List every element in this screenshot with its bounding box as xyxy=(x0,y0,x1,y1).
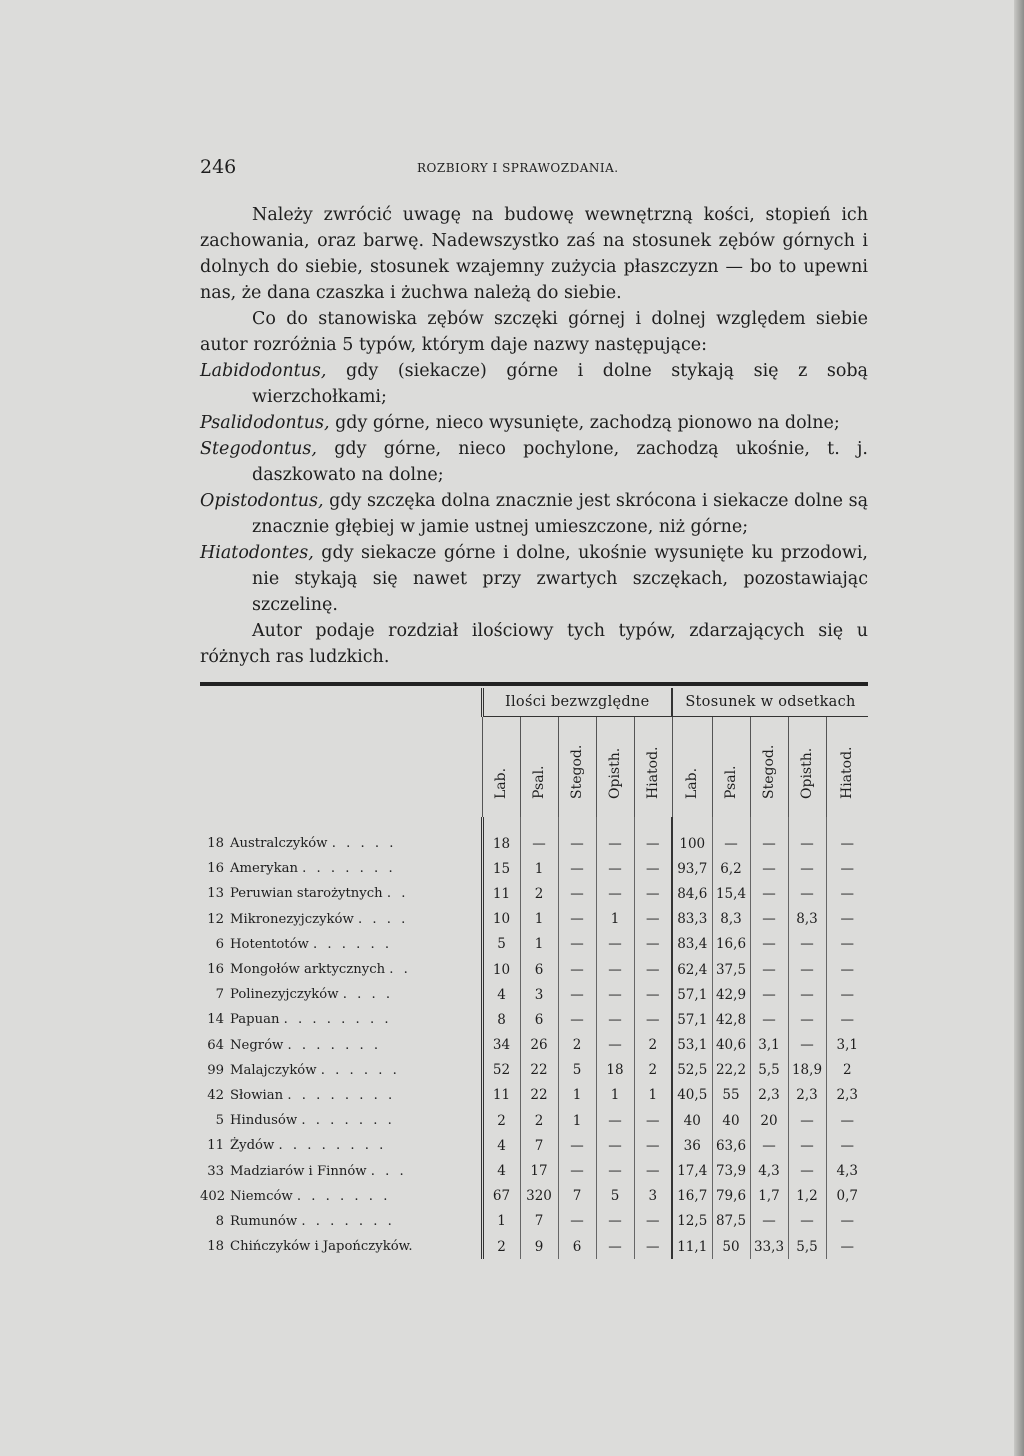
table-cell: 67 xyxy=(482,1184,520,1209)
population-name: Amerykan xyxy=(230,861,298,877)
table-cell: 1 xyxy=(596,907,634,932)
running-title: ROZBIORY I SPRAWOZDANIA. xyxy=(417,161,619,175)
table-cell: 63,6 xyxy=(712,1133,750,1158)
table-cell: — xyxy=(558,932,596,957)
leader-dots: . . xyxy=(389,962,411,978)
table-cell: 3 xyxy=(520,982,558,1007)
sample-count: 11 xyxy=(207,1138,224,1154)
row-label xyxy=(200,1083,482,1108)
type-description: gdy górne, nieco wysunięte, zachodzą pionowo na dolne; xyxy=(329,413,840,433)
type-item-stegodontus xyxy=(200,436,868,488)
table-cell: — xyxy=(596,1007,634,1032)
table-cell: — xyxy=(634,881,672,906)
col-header-abs-lab: Lab. xyxy=(482,717,520,818)
row-label xyxy=(200,1133,482,1158)
table-cell: 8 xyxy=(482,1007,520,1032)
col-header-pct-psal: Psal. xyxy=(712,717,750,818)
table-cell: 87,5 xyxy=(712,1209,750,1234)
table-cell: — xyxy=(596,881,634,906)
table-cell: — xyxy=(596,1133,634,1158)
table-cell: 52 xyxy=(482,1058,520,1083)
table-cell: — xyxy=(750,957,788,982)
table-cell: — xyxy=(788,881,826,906)
row-label xyxy=(200,982,482,1007)
table-cell: 57,1 xyxy=(672,1007,712,1032)
table-cell: — xyxy=(788,1033,826,1058)
row-label xyxy=(200,1234,482,1259)
col-header-abs-opisth: Opisth. xyxy=(596,717,634,818)
table-cell: — xyxy=(634,1133,672,1158)
table-cell: — xyxy=(634,856,672,881)
table-cell: 93,7 xyxy=(672,856,712,881)
table-cell: — xyxy=(750,1007,788,1032)
leader-dots: . . . . . . . xyxy=(287,1037,382,1053)
table-cell: 18 xyxy=(482,831,520,856)
table-cell: — xyxy=(558,1209,596,1234)
group-header-absolute: Ilości bezwzględne xyxy=(482,688,672,717)
table-cell: — xyxy=(826,957,868,982)
table-row xyxy=(200,831,868,856)
table-cell: 18,9 xyxy=(788,1058,826,1083)
table-cell: 4 xyxy=(482,1133,520,1158)
table-cell: — xyxy=(558,1158,596,1183)
population-name: Polinezyjczyków xyxy=(230,987,339,1003)
table-cell: 36 xyxy=(672,1133,712,1158)
table-cell: — xyxy=(634,1007,672,1032)
table-cell: 8,3 xyxy=(712,907,750,932)
table-cell: 33,3 xyxy=(750,1234,788,1259)
table-row xyxy=(200,1209,868,1234)
table-cell: — xyxy=(788,1108,826,1133)
sample-count: 402 xyxy=(200,1188,226,1204)
table-cell: — xyxy=(596,1234,634,1259)
leader-dots: . . . . . xyxy=(331,836,397,852)
leader-dots: . . . . xyxy=(357,911,409,927)
table-cell: 11,1 xyxy=(672,1234,712,1259)
table-cell: 16,6 xyxy=(712,932,750,957)
table-cell: — xyxy=(596,1033,634,1058)
group-header-percent: Stosunek w odsetkach xyxy=(672,688,868,717)
table-cell: — xyxy=(826,856,868,881)
type-item-labidodontus xyxy=(200,358,868,410)
table-cell: — xyxy=(750,982,788,1007)
table-cell: 1 xyxy=(482,1209,520,1234)
sample-count: 16 xyxy=(207,962,224,978)
population-name: Peruwian starożytnych xyxy=(230,886,383,902)
table-cell: 2,3 xyxy=(826,1083,868,1108)
table-cell: — xyxy=(826,1108,868,1133)
table-corner xyxy=(200,688,482,717)
table-row xyxy=(200,881,868,906)
table-cell: — xyxy=(634,932,672,957)
type-term: Opistodontus, xyxy=(200,491,324,511)
leader-dots: . . . . . . xyxy=(320,1062,400,1078)
col-header-pct-opisth: Opisth. xyxy=(788,717,826,818)
table-cell: 11 xyxy=(482,881,520,906)
table-cell: — xyxy=(596,932,634,957)
row-label xyxy=(200,932,482,957)
table-cell: 57,1 xyxy=(672,982,712,1007)
sample-count: 64 xyxy=(207,1037,224,1053)
leader-dots: . . . . . . . xyxy=(302,861,396,877)
table-cell: 50 xyxy=(712,1234,750,1259)
table-cell: 1,7 xyxy=(750,1184,788,1209)
table-cell: 42,9 xyxy=(712,982,750,1007)
sample-count: 99 xyxy=(207,1062,224,1078)
table-cell: 7 xyxy=(558,1184,596,1209)
row-label xyxy=(200,907,482,932)
table-cell: — xyxy=(750,856,788,881)
table-row xyxy=(200,1234,868,1259)
table-cell: 34 xyxy=(482,1033,520,1058)
table-cell: 1 xyxy=(596,1083,634,1108)
table-cell: 15,4 xyxy=(712,881,750,906)
table-cell: — xyxy=(788,957,826,982)
body-text xyxy=(200,202,868,670)
table-top-rule xyxy=(200,682,868,686)
running-header xyxy=(200,156,870,180)
type-description: gdy szczęka dolna znacznie jest skrócona i siekacze dolne są znacznie głębiej w jamie ustnej umieszczone, niż górne; xyxy=(252,491,868,537)
table-cell: — xyxy=(520,831,558,856)
table-cell: — xyxy=(634,831,672,856)
table-row xyxy=(200,1007,868,1032)
table-cell: 40,6 xyxy=(712,1033,750,1058)
table-body xyxy=(200,831,868,1259)
table-cell: — xyxy=(634,1158,672,1183)
table-cell: 2 xyxy=(634,1058,672,1083)
table-cell: 37,5 xyxy=(712,957,750,982)
column-header-row xyxy=(200,717,868,818)
table-cell: — xyxy=(750,1133,788,1158)
sample-count: 8 xyxy=(215,1213,224,1229)
col-header-abs-hiatod: Hiatod. xyxy=(634,717,672,818)
population-name: Żydów xyxy=(230,1138,275,1154)
table-cell: 55 xyxy=(712,1083,750,1108)
table-cell: — xyxy=(634,982,672,1007)
row-label xyxy=(200,1209,482,1234)
sample-count: 13 xyxy=(207,886,224,902)
table-cell: — xyxy=(558,1007,596,1032)
row-label xyxy=(200,1007,482,1032)
table-cell: 16,7 xyxy=(672,1184,712,1209)
sample-count: 33 xyxy=(207,1163,224,1179)
table-cell: 52,5 xyxy=(672,1058,712,1083)
table-cell: 4,3 xyxy=(750,1158,788,1183)
table-row xyxy=(200,982,868,1007)
table-cell: 5 xyxy=(558,1058,596,1083)
table-cell: 5 xyxy=(596,1184,634,1209)
table-cell: 2 xyxy=(520,881,558,906)
table-cell: 12,5 xyxy=(672,1209,712,1234)
table-cell: 18 xyxy=(596,1058,634,1083)
table-cell: 15 xyxy=(482,856,520,881)
population-name: Papuan xyxy=(230,1012,280,1028)
table-cell: 1 xyxy=(520,932,558,957)
row-label xyxy=(200,881,482,906)
sample-count: 18 xyxy=(207,1239,224,1255)
table-cell: 2 xyxy=(634,1033,672,1058)
table-cell: 5,5 xyxy=(750,1058,788,1083)
table-cell: — xyxy=(826,1007,868,1032)
population-name: Negrów xyxy=(230,1037,284,1053)
table-cell: — xyxy=(750,907,788,932)
table-row xyxy=(200,1158,868,1183)
table-cell: 0,7 xyxy=(826,1184,868,1209)
type-term: Labidodontus, xyxy=(200,361,327,381)
table-cell: 6 xyxy=(558,1234,596,1259)
table-cell: 9 xyxy=(520,1234,558,1259)
table-cell: — xyxy=(634,1234,672,1259)
table-cell: 17,4 xyxy=(672,1158,712,1183)
table-cell: 62,4 xyxy=(672,957,712,982)
table-cell: 83,3 xyxy=(672,907,712,932)
type-term: Psalidodontus, xyxy=(200,413,330,433)
table-cell: — xyxy=(596,957,634,982)
col-header-abs-stegod: Stegod. xyxy=(558,717,596,818)
table-cell: — xyxy=(826,881,868,906)
table-cell: 6 xyxy=(520,1007,558,1032)
sample-count: 14 xyxy=(207,1012,224,1028)
table-cell: — xyxy=(788,932,826,957)
table-cell: 40 xyxy=(712,1108,750,1133)
table-cell: 3 xyxy=(634,1184,672,1209)
table-cell: 4 xyxy=(482,1158,520,1183)
population-name: Hindusów xyxy=(230,1113,298,1129)
table-cell: 20 xyxy=(750,1108,788,1133)
type-item-opistodontus xyxy=(200,488,868,540)
col-header-abs-psal: Psal. xyxy=(520,717,558,818)
sample-count: 5 xyxy=(215,1113,224,1129)
table-cell: 83,4 xyxy=(672,932,712,957)
table-cell: — xyxy=(558,907,596,932)
table-cell: — xyxy=(788,856,826,881)
table-cell: — xyxy=(788,831,826,856)
col-header-pct-hiatod: Hiatod. xyxy=(826,717,868,818)
leader-dots: . . . . . . . xyxy=(296,1188,391,1204)
table-cell: 17 xyxy=(520,1158,558,1183)
table-cell: 2 xyxy=(482,1108,520,1133)
paragraph-1: Należy zwrócić uwagę na budowę wewnętrzną kości, stopień ich zachowania, oraz barwę. Nadewszystko zaś na stosunek zębów górnych i dolnych do siebie, stosunek wzajemny zużycia płaszczyzn — bo to upewni nas, że dana czaszka i żuchwa należą do siebie. xyxy=(200,205,868,303)
table-cell: 22,2 xyxy=(712,1058,750,1083)
table-cell: 22 xyxy=(520,1058,558,1083)
row-label xyxy=(200,1058,482,1083)
table-cell: 5 xyxy=(482,932,520,957)
page-number: 246 xyxy=(200,156,237,178)
table-cell: 79,6 xyxy=(712,1184,750,1209)
sample-count: 6 xyxy=(215,936,224,952)
table-row xyxy=(200,957,868,982)
row-label xyxy=(200,831,482,856)
table-cell: 22 xyxy=(520,1083,558,1108)
population-name: Niemców xyxy=(230,1188,293,1204)
leader-dots: . . xyxy=(386,886,409,902)
table-cell: 1 xyxy=(634,1083,672,1108)
table-cell: 10 xyxy=(482,907,520,932)
col-header-pct-stegod: Stegod. xyxy=(750,717,788,818)
table-cell: — xyxy=(596,856,634,881)
page-edge-shadow xyxy=(1014,0,1024,1456)
sample-count: 7 xyxy=(215,987,224,1003)
type-description: gdy siekacze górne i dolne, ukośnie wysunięte ku przodowi, nie stykają się nawet przy zwartych szczękach, pozostawiając szczelinę. xyxy=(252,543,868,615)
table-cell: 8,3 xyxy=(788,907,826,932)
table-cell: — xyxy=(634,1209,672,1234)
table-cell: 2,3 xyxy=(750,1083,788,1108)
table-cell: 53,1 xyxy=(672,1033,712,1058)
table-cell: — xyxy=(558,957,596,982)
table-cell: 84,6 xyxy=(672,881,712,906)
type-description: gdy górne, nieco pochylone, zachodzą ukośnie, t. j. daszkowato na dolne; xyxy=(252,439,868,485)
type-item-psalidodontus xyxy=(200,410,868,436)
population-name: Mikronezyjczyków xyxy=(230,911,354,927)
leader-dots: . . . . . . . xyxy=(301,1113,395,1129)
paragraph-3: Autor podaje rozdział ilościowy tych typów, zdarzających się u różnych ras ludzkich. xyxy=(200,621,868,667)
table-cell: 3,1 xyxy=(826,1033,868,1058)
table-cell: 1 xyxy=(558,1108,596,1133)
table-cell: — xyxy=(750,881,788,906)
table-cell: 40 xyxy=(672,1108,712,1133)
leader-dots: . . . . . . . . xyxy=(287,1087,396,1103)
sample-count: 16 xyxy=(207,861,224,877)
row-label xyxy=(200,1158,482,1183)
table-cell: — xyxy=(826,932,868,957)
table-cell: 5,5 xyxy=(788,1234,826,1259)
population-name: Mongołów arktycznych xyxy=(230,962,386,978)
table-cell: — xyxy=(788,1133,826,1158)
table-cell: 4 xyxy=(482,982,520,1007)
table-cell: — xyxy=(788,1007,826,1032)
leader-dots: . . . . . . . . xyxy=(278,1138,387,1154)
leader-dots: . . . . . . xyxy=(313,936,393,952)
header-spacer xyxy=(200,817,868,831)
table-cell: — xyxy=(788,982,826,1007)
table-cell: 1 xyxy=(520,907,558,932)
table-cell: 40,5 xyxy=(672,1083,712,1108)
table-row xyxy=(200,1083,868,1108)
leader-dots: . . . . . . . xyxy=(301,1213,395,1229)
table-cell: — xyxy=(596,1108,634,1133)
table-cell: 2,3 xyxy=(788,1083,826,1108)
leader-dots: . . . xyxy=(370,1163,407,1179)
type-description: gdy (siekacze) górne i dolne stykają się z sobą wierzchołkami; xyxy=(252,361,868,407)
table-cell: 100 xyxy=(672,831,712,856)
table-cell: — xyxy=(558,982,596,1007)
group-header-row xyxy=(200,688,868,717)
row-label xyxy=(200,957,482,982)
table-cell: — xyxy=(826,831,868,856)
table-cell: — xyxy=(826,1133,868,1158)
table-cell: 6,2 xyxy=(712,856,750,881)
population-name: Australczyków xyxy=(230,836,328,852)
table-cell: — xyxy=(634,907,672,932)
type-term: Hiatodontes, xyxy=(200,543,314,563)
table-cell: 7 xyxy=(520,1133,558,1158)
table-cell: 6 xyxy=(520,957,558,982)
table-row xyxy=(200,1184,868,1209)
type-term: Stegodontus, xyxy=(200,439,317,459)
row-label xyxy=(200,1033,482,1058)
table-row xyxy=(200,907,868,932)
table-cell: — xyxy=(788,1158,826,1183)
table-cell: 2 xyxy=(482,1234,520,1259)
leader-dots: . . . . xyxy=(342,987,394,1003)
table-row xyxy=(200,932,868,957)
table-cell: — xyxy=(558,881,596,906)
table-corner-lower xyxy=(200,717,482,818)
leader-dots: . . . . . . . . xyxy=(283,1012,392,1028)
table-cell: 4,3 xyxy=(826,1158,868,1183)
population-name: Chińczyków i Japończyków. xyxy=(230,1239,413,1255)
table-cell: — xyxy=(596,1158,634,1183)
table-cell: — xyxy=(750,932,788,957)
table-cell: 1 xyxy=(558,1083,596,1108)
col-header-pct-lab: Lab. xyxy=(672,717,712,818)
table-cell: — xyxy=(750,831,788,856)
paragraph-2: Co do stanowiska zębów szczęki górnej i dolnej względem siebie autor rozróżnia 5 typów, którym daje nazwy następujące: xyxy=(200,309,868,355)
table-cell: — xyxy=(558,856,596,881)
table-cell: — xyxy=(826,982,868,1007)
row-label xyxy=(200,1108,482,1133)
table-cell: 73,9 xyxy=(712,1158,750,1183)
table-cell: — xyxy=(596,831,634,856)
table-cell: 42,8 xyxy=(712,1007,750,1032)
table-row xyxy=(200,1058,868,1083)
table-cell: — xyxy=(558,831,596,856)
table-cell: — xyxy=(826,907,868,932)
table-cell: 11 xyxy=(482,1083,520,1108)
table-cell: — xyxy=(634,1108,672,1133)
population-name: Słowian xyxy=(230,1087,284,1103)
table-cell: 7 xyxy=(520,1209,558,1234)
type-item-hiatodontes xyxy=(200,540,868,618)
table-cell: 320 xyxy=(520,1184,558,1209)
table-cell: — xyxy=(596,982,634,1007)
table-cell: 10 xyxy=(482,957,520,982)
table-row xyxy=(200,1133,868,1158)
table-cell: — xyxy=(712,831,750,856)
dental-types-table xyxy=(200,688,868,1259)
table-cell: — xyxy=(788,1209,826,1234)
table-row xyxy=(200,1108,868,1133)
table-cell: — xyxy=(596,1209,634,1234)
table-cell: 2 xyxy=(558,1033,596,1058)
table-cell: — xyxy=(826,1234,868,1259)
row-label xyxy=(200,1184,482,1209)
sample-count: 18 xyxy=(207,836,224,852)
table-cell: 1,2 xyxy=(788,1184,826,1209)
table-cell: — xyxy=(634,957,672,982)
table-cell: — xyxy=(558,1133,596,1158)
sample-count: 12 xyxy=(207,911,224,927)
population-name: Hotentotów xyxy=(230,936,309,952)
table-row xyxy=(200,1033,868,1058)
population-name: Rumunów xyxy=(230,1213,298,1229)
table-cell: 3,1 xyxy=(750,1033,788,1058)
table-cell: 26 xyxy=(520,1033,558,1058)
table-row xyxy=(200,856,868,881)
table-cell: 1 xyxy=(520,856,558,881)
population-name: Madziarów i Finnów xyxy=(230,1163,367,1179)
sample-count: 42 xyxy=(207,1087,224,1103)
table-cell: — xyxy=(750,1209,788,1234)
population-name: Malajczyków xyxy=(230,1062,317,1078)
table-cell: — xyxy=(826,1209,868,1234)
table-cell: 2 xyxy=(826,1058,868,1083)
row-label xyxy=(200,856,482,881)
table-cell: 2 xyxy=(520,1108,558,1133)
